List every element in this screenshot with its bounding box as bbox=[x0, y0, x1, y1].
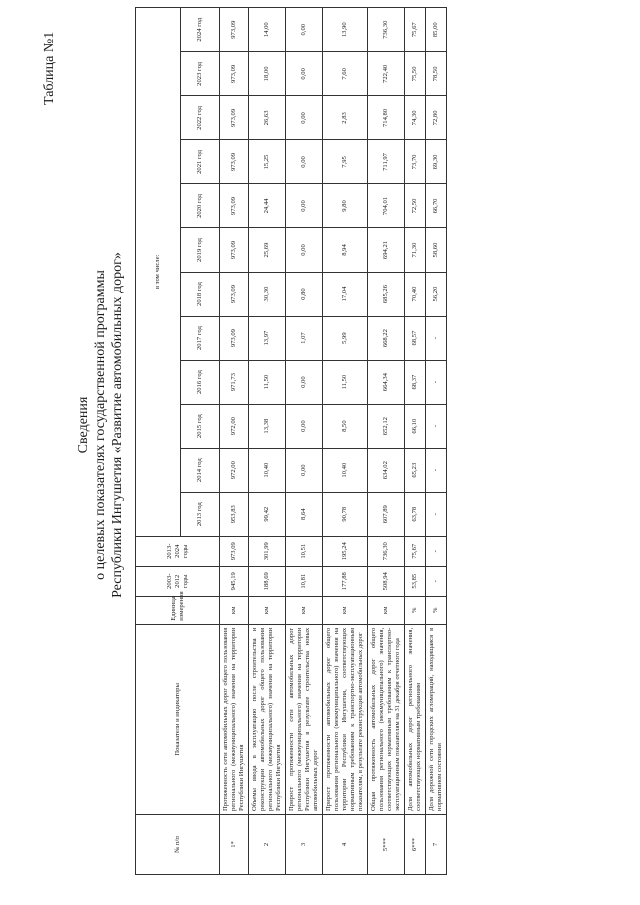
year-value: 0,00 bbox=[286, 228, 323, 272]
year-value: 972,00 bbox=[220, 404, 249, 448]
year-value: 11,50 bbox=[323, 360, 368, 404]
period-2003-2012-value: 53,85 bbox=[405, 566, 426, 596]
period-2013-2024-value: 301,99 bbox=[249, 536, 286, 566]
header-year: 2024 год bbox=[181, 8, 220, 52]
row-number: 6*** bbox=[405, 814, 426, 874]
year-value: 0,00 bbox=[286, 184, 323, 228]
year-value: 634,02 bbox=[368, 448, 405, 492]
indicator-text: Объемы ввода в эксплуатацию после строительства и реконструкции автомобильных дорог общего пользования регионального (межмуниципального) значения на территории Республики Ингушетия bbox=[249, 624, 286, 814]
year-value: 10,40 bbox=[323, 448, 368, 492]
year-value: 74,30 bbox=[405, 96, 426, 140]
year-value: 13,38 bbox=[249, 404, 286, 448]
year-value: 69,30 bbox=[426, 140, 447, 184]
header-year: 2019 год bbox=[181, 228, 220, 272]
year-value: 75,50 bbox=[405, 52, 426, 96]
title-line: Сведения bbox=[76, 396, 91, 454]
table-row bbox=[405, 8, 426, 875]
indicator-text: Доля автомобильных дорог регионального значения, соответствующих нормативным требованиям bbox=[405, 624, 426, 814]
indicators-table bbox=[135, 7, 447, 875]
year-value: 8,94 bbox=[323, 228, 368, 272]
period-2003-2012-value: 508,94 bbox=[368, 566, 405, 596]
period-2013-2024-value: 75,67 bbox=[405, 536, 426, 566]
year-value: 607,89 bbox=[368, 492, 405, 536]
year-value: 5,99 bbox=[323, 316, 368, 360]
header-year: 2014 год bbox=[181, 448, 220, 492]
unit-cell: км bbox=[286, 596, 323, 624]
indicator-text: Общая протяженность автомобильных дорог общего пользования регионального (межмуниципального) значения, соответствующих нормативным требованиям к транспортно-эксплуатационным показателям на 31 декабря отчетного года bbox=[368, 624, 405, 814]
year-value: 13,90 bbox=[323, 8, 368, 52]
year-value: 85,00 bbox=[426, 8, 447, 52]
year-value: 7,95 bbox=[323, 140, 368, 184]
row-number: 3 bbox=[286, 814, 323, 874]
year-value: 685,26 bbox=[368, 272, 405, 316]
year-value: 668,22 bbox=[368, 316, 405, 360]
year-value: 8,64 bbox=[286, 492, 323, 536]
year-value: 14,00 bbox=[249, 8, 286, 52]
year-value: 722,40 bbox=[368, 52, 405, 96]
year-value: 18,00 bbox=[249, 52, 286, 96]
header-indicator: Показатели и индикаторы bbox=[136, 624, 220, 814]
header-year: 2013 год bbox=[181, 492, 220, 536]
year-value: 9,80 bbox=[323, 184, 368, 228]
period-2003-2012-value: 945,19 bbox=[220, 566, 249, 596]
header-year: 2022 год bbox=[181, 96, 220, 140]
row-number: 2 bbox=[249, 814, 286, 874]
header-year: 2021 год bbox=[181, 140, 220, 184]
year-value: 73,70 bbox=[405, 140, 426, 184]
year-value: 68,57 bbox=[405, 316, 426, 360]
header-year: 2016 год bbox=[181, 360, 220, 404]
period-2003-2012-value: 188,69 bbox=[249, 566, 286, 596]
year-value: - bbox=[426, 316, 447, 360]
year-value: 714,80 bbox=[368, 96, 405, 140]
year-value: 72,80 bbox=[426, 96, 447, 140]
year-value: 0,00 bbox=[286, 52, 323, 96]
year-value: 66,70 bbox=[426, 184, 447, 228]
table-row bbox=[286, 8, 323, 875]
year-value: 65,23 bbox=[405, 448, 426, 492]
row-number: 4 bbox=[323, 814, 368, 874]
year-value: 973,09 bbox=[220, 272, 249, 316]
period-2013-2024-value: 10,51 bbox=[286, 536, 323, 566]
year-value: 973,09 bbox=[220, 140, 249, 184]
header-year: 2020 год bbox=[181, 184, 220, 228]
header-unit: Единица измерения bbox=[136, 596, 220, 624]
year-value: 7,60 bbox=[323, 52, 368, 96]
year-value: 71,30 bbox=[405, 228, 426, 272]
period-2003-2012-value: 10,81 bbox=[286, 566, 323, 596]
unit-cell: км bbox=[220, 596, 249, 624]
year-value: 72,50 bbox=[405, 184, 426, 228]
year-value: 15,25 bbox=[249, 140, 286, 184]
title-line: Республики Ингушетия «Развитие автомобильных дорог» bbox=[110, 252, 125, 598]
header-period-2013-2024: 2013-2024 годы bbox=[136, 536, 220, 566]
year-value: 953,83 bbox=[220, 492, 249, 536]
year-value: 0,00 bbox=[286, 96, 323, 140]
header-year: 2017 год bbox=[181, 316, 220, 360]
year-value: 973,09 bbox=[220, 228, 249, 272]
year-value: 8,50 bbox=[323, 404, 368, 448]
year-value: 973,09 bbox=[220, 8, 249, 52]
unit-cell: км bbox=[249, 596, 286, 624]
year-value: - bbox=[426, 360, 447, 404]
year-value: 704,01 bbox=[368, 184, 405, 228]
table-row bbox=[323, 8, 368, 875]
indicator-text: Доля дорожной сети городских агломераций, находящаяся в нормативном состоянии bbox=[426, 624, 447, 814]
year-value: 90,78 bbox=[323, 492, 368, 536]
year-value: 63,78 bbox=[405, 492, 426, 536]
unit-cell: % bbox=[405, 596, 426, 624]
header-row bbox=[136, 8, 181, 875]
period-2013-2024-value: 973,09 bbox=[220, 536, 249, 566]
year-value: 2,83 bbox=[323, 96, 368, 140]
year-value: 13,97 bbox=[249, 316, 286, 360]
year-value: 1,07 bbox=[286, 316, 323, 360]
year-value: 652,12 bbox=[368, 404, 405, 448]
table-number: Таблица №1 bbox=[42, 31, 57, 105]
year-value: 25,69 bbox=[249, 228, 286, 272]
year-value: 66,10 bbox=[405, 404, 426, 448]
year-value: 694,21 bbox=[368, 228, 405, 272]
year-value: 70,40 bbox=[405, 272, 426, 316]
unit-cell: км bbox=[323, 596, 368, 624]
unit-cell: км bbox=[368, 596, 405, 624]
year-value: 30,30 bbox=[249, 272, 286, 316]
unit-cell: % bbox=[426, 596, 447, 624]
year-value: 0,00 bbox=[286, 140, 323, 184]
year-value: 973,09 bbox=[220, 52, 249, 96]
header-period-2003-2012: 2003-2012 годы bbox=[136, 566, 220, 596]
period-2013-2024-value: - bbox=[426, 536, 447, 566]
year-value: 24,44 bbox=[249, 184, 286, 228]
year-value: 664,34 bbox=[368, 360, 405, 404]
year-value: 0,80 bbox=[286, 272, 323, 316]
year-value: 0,00 bbox=[286, 360, 323, 404]
year-value: 973,09 bbox=[220, 316, 249, 360]
year-value: 68,37 bbox=[405, 360, 426, 404]
header-num: № п/п bbox=[136, 814, 220, 874]
year-value: 736,30 bbox=[368, 8, 405, 52]
table-row bbox=[368, 8, 405, 875]
year-value: 26,63 bbox=[249, 96, 286, 140]
table-row bbox=[426, 8, 447, 875]
header-including: в том числе: bbox=[136, 8, 181, 537]
year-value: 0,00 bbox=[286, 8, 323, 52]
year-value: 971,73 bbox=[220, 360, 249, 404]
year-value: 75,67 bbox=[405, 8, 426, 52]
year-value: 58,60 bbox=[426, 228, 447, 272]
indicator-text: Прирост протяженности автомобильных дорог общего пользования регионального (межмуниципального) значения на территории Республики Ингушетия, соответствующих нормативным требованиям к транспортно-эксплуатационным показателям, в результате реконструкции автомобильных дорог bbox=[323, 624, 368, 814]
period-2003-2012-value: - bbox=[426, 566, 447, 596]
year-value: 711,97 bbox=[368, 140, 405, 184]
table-row bbox=[220, 8, 249, 875]
year-value: 10,40 bbox=[249, 448, 286, 492]
year-value: - bbox=[426, 448, 447, 492]
indicator-text: Прирост протяженности сети автомобильных дорог регионального (межмуниципального) значения на территории Республики Ингушетия в результате строительства новых автомобильных дорог bbox=[286, 624, 323, 814]
row-number: 1* bbox=[220, 814, 249, 874]
document-title bbox=[75, 125, 126, 725]
title-line: о целевых показателях государственной программы bbox=[93, 270, 108, 580]
year-value: 972,00 bbox=[220, 448, 249, 492]
year-value: 0,00 bbox=[286, 448, 323, 492]
year-value: 11,50 bbox=[249, 360, 286, 404]
year-value: 99,42 bbox=[249, 492, 286, 536]
year-value: 78,50 bbox=[426, 52, 447, 96]
period-2003-2012-value: 177,88 bbox=[323, 566, 368, 596]
year-value: 0,00 bbox=[286, 404, 323, 448]
year-value: 17,04 bbox=[323, 272, 368, 316]
year-value: - bbox=[426, 404, 447, 448]
row-number: 7 bbox=[426, 814, 447, 874]
header-year: 2015 год bbox=[181, 404, 220, 448]
header-year: 2023 год bbox=[181, 52, 220, 96]
header-year: 2018 год bbox=[181, 272, 220, 316]
year-value: 973,09 bbox=[220, 184, 249, 228]
period-2013-2024-value: 195,24 bbox=[323, 536, 368, 566]
table-row bbox=[249, 8, 286, 875]
row-number: 5*** bbox=[368, 814, 405, 874]
year-value: 973,09 bbox=[220, 96, 249, 140]
year-value: 56,20 bbox=[426, 272, 447, 316]
indicator-text: Протяженность сети автомобильных дорог общего пользования регионального (межмуниципального) значения на территории Республики Ингушетия bbox=[220, 624, 249, 814]
period-2013-2024-value: 736,30 bbox=[368, 536, 405, 566]
year-value: - bbox=[426, 492, 447, 536]
